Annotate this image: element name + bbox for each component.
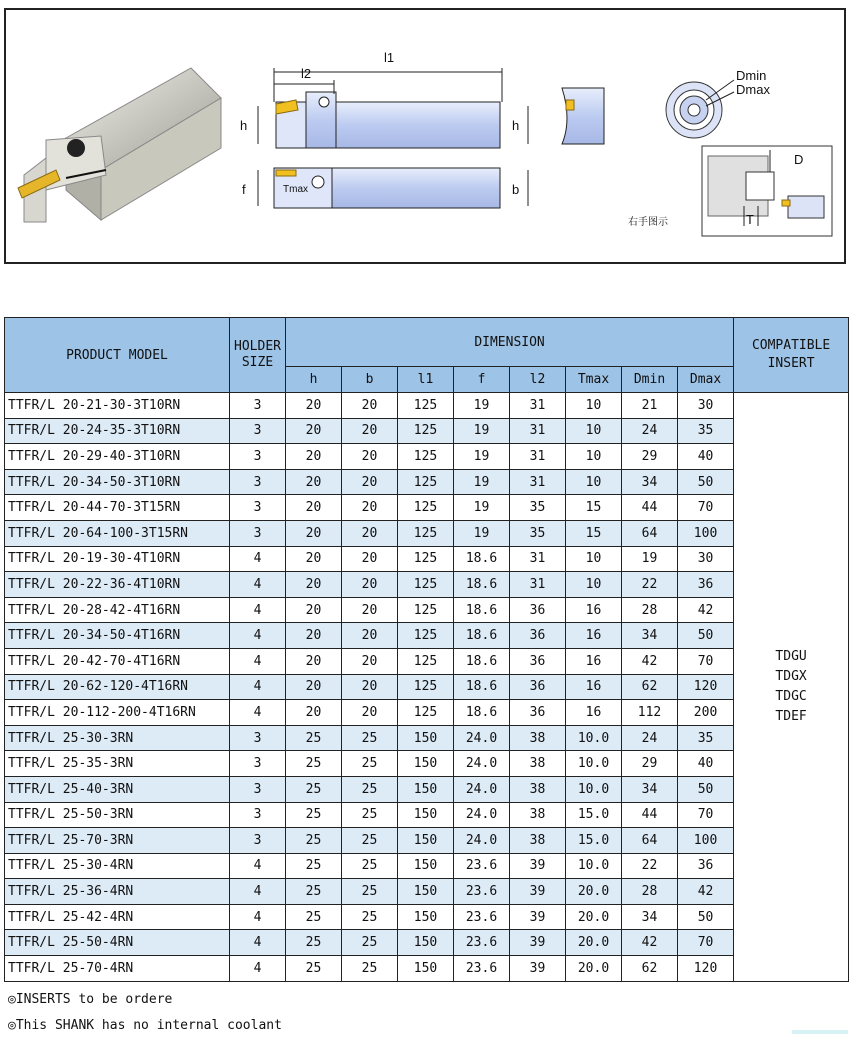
dmin-cell: 34 (622, 469, 678, 495)
l2-cell: 31 (510, 572, 566, 598)
header-h: h (286, 367, 342, 393)
b-cell: 25 (342, 930, 398, 956)
f-cell: 23.6 (454, 879, 510, 905)
dmin-cell: 64 (622, 828, 678, 854)
size-cell: 3 (230, 444, 286, 470)
dmax-cell: 100 (678, 828, 734, 854)
table-row (5, 751, 849, 777)
size-cell: 3 (230, 751, 286, 777)
tmax-cell: 10 (566, 393, 622, 419)
product-model-cell: TTFR/L 25-70-4RN (5, 956, 230, 982)
f-cell: 18.6 (454, 597, 510, 623)
l1-cell: 125 (398, 418, 454, 444)
size-cell: 3 (230, 469, 286, 495)
l2-cell: 38 (510, 751, 566, 777)
table-row (5, 930, 849, 956)
tmax-cell: 20.0 (566, 930, 622, 956)
tmax-cell: 10 (566, 546, 622, 572)
h-cell: 25 (286, 853, 342, 879)
table-row (5, 725, 849, 751)
size-cell: 4 (230, 623, 286, 649)
dmin-cell: 62 (622, 674, 678, 700)
b-cell: 25 (342, 828, 398, 854)
f-cell: 18.6 (454, 572, 510, 598)
size-cell: 4 (230, 597, 286, 623)
right-hand-caption: 右手图示 (628, 217, 668, 228)
table-row (5, 828, 849, 854)
size-cell: 4 (230, 879, 286, 905)
l2-cell: 36 (510, 623, 566, 649)
h-cell: 20 (286, 648, 342, 674)
l2-cell: 38 (510, 725, 566, 751)
table-row (5, 623, 849, 649)
product-model-cell: TTFR/L 25-42-4RN (5, 904, 230, 930)
dmax-cell: 50 (678, 469, 734, 495)
size-cell: 4 (230, 546, 286, 572)
f-cell: 19 (454, 520, 510, 546)
b-cell: 25 (342, 904, 398, 930)
h-cell: 25 (286, 751, 342, 777)
l1-cell: 125 (398, 495, 454, 521)
size-cell: 4 (230, 572, 286, 598)
product-model-cell: TTFR/L 25-40-3RN (5, 776, 230, 802)
header-dmax: Dmax (678, 367, 734, 393)
h-cell: 20 (286, 674, 342, 700)
insert-type: TDGC (775, 688, 807, 704)
l2-cell: 39 (510, 930, 566, 956)
size-cell: 3 (230, 725, 286, 751)
tmax-cell: 10 (566, 418, 622, 444)
dmax-cell: 42 (678, 597, 734, 623)
f-cell: 24.0 (454, 751, 510, 777)
spec-table-body (5, 393, 849, 982)
tmax-cell: 15.0 (566, 802, 622, 828)
b-cell: 20 (342, 572, 398, 598)
f-cell: 24.0 (454, 725, 510, 751)
size-cell: 4 (230, 700, 286, 726)
b-cell: 20 (342, 674, 398, 700)
product-model-cell: TTFR/L 20-112-200-4T16RN (5, 700, 230, 726)
product-model-cell: TTFR/L 20-21-30-3T10RN (5, 393, 230, 419)
l1-cell: 125 (398, 444, 454, 470)
header-dimension: DIMENSION (286, 318, 734, 367)
insert-type: TDGX (775, 668, 807, 684)
dmin-cell: 112 (622, 700, 678, 726)
b-cell: 20 (342, 623, 398, 649)
f-cell: 18.6 (454, 648, 510, 674)
table-row (5, 648, 849, 674)
dmin-cell: 22 (622, 572, 678, 598)
l1-cell: 150 (398, 751, 454, 777)
dmin-cell: 21 (622, 393, 678, 419)
tmax-cell: 10.0 (566, 776, 622, 802)
b-cell: 20 (342, 597, 398, 623)
side-view-drawing (242, 168, 528, 208)
b-cell: 20 (342, 648, 398, 674)
product-model-cell: TTFR/L 20-42-70-4T16RN (5, 648, 230, 674)
tmax-cell: 10.0 (566, 853, 622, 879)
l2-cell: 38 (510, 802, 566, 828)
l2-cell: 35 (510, 520, 566, 546)
f-label: f (242, 182, 246, 197)
f-cell: 23.6 (454, 853, 510, 879)
b-cell: 25 (342, 802, 398, 828)
product-model-cell: TTFR/L 20-34-50-3T10RN (5, 469, 230, 495)
product-model-cell: TTFR/L 20-44-70-3T15RN (5, 495, 230, 521)
header-tmax: Tmax (566, 367, 622, 393)
l2-cell: 35 (510, 495, 566, 521)
dmin-cell: 24 (622, 725, 678, 751)
l1-cell: 125 (398, 469, 454, 495)
table-row (5, 393, 849, 419)
tmax-cell: 20.0 (566, 956, 622, 982)
dmax-cell: 35 (678, 725, 734, 751)
header-f: f (454, 367, 510, 393)
l1-cell: 125 (398, 597, 454, 623)
product-model-cell: TTFR/L 25-50-4RN (5, 930, 230, 956)
l2-cell: 39 (510, 956, 566, 982)
dmin-cell: 44 (622, 495, 678, 521)
dmin-label: Dmin (736, 68, 767, 83)
h-cell: 25 (286, 776, 342, 802)
dmin-cell: 42 (622, 930, 678, 956)
top-view-drawing (240, 50, 528, 148)
header-compatible-insert: COMPATIBLE INSERT (734, 318, 849, 393)
product-model-cell: TTFR/L 20-24-35-3T10RN (5, 418, 230, 444)
note-inserts: ◎INSERTS to be ordere (8, 992, 173, 1007)
product-model-cell: TTFR/L 20-62-120-4T16RN (5, 674, 230, 700)
l1-cell: 125 (398, 546, 454, 572)
header-l2: l2 (510, 367, 566, 393)
dmax-label: Dmax (736, 82, 770, 97)
dmax-cell: 50 (678, 904, 734, 930)
f-cell: 19 (454, 393, 510, 419)
product-model-cell: TTFR/L 25-70-3RN (5, 828, 230, 854)
product-model-cell: TTFR/L 25-36-4RN (5, 879, 230, 905)
l1-cell: 125 (398, 520, 454, 546)
dmax-cell: 70 (678, 930, 734, 956)
f-cell: 19 (454, 495, 510, 521)
size-cell: 4 (230, 956, 286, 982)
l1-cell: 150 (398, 956, 454, 982)
l2-cell: 36 (510, 648, 566, 674)
table-row (5, 469, 849, 495)
dmax-cell: 30 (678, 546, 734, 572)
f-cell: 19 (454, 444, 510, 470)
tmax-cell: 20.0 (566, 904, 622, 930)
dmax-cell: 70 (678, 802, 734, 828)
end-view-drawing (562, 88, 604, 144)
tmax-cell: 10 (566, 469, 622, 495)
b-cell: 25 (342, 776, 398, 802)
dmin-cell: 19 (622, 546, 678, 572)
f-cell: 24.0 (454, 776, 510, 802)
product-model-cell: TTFR/L 25-35-3RN (5, 751, 230, 777)
size-cell: 3 (230, 393, 286, 419)
dmax-cell: 30 (678, 393, 734, 419)
table-row (5, 572, 849, 598)
f-cell: 18.6 (454, 623, 510, 649)
table-row (5, 418, 849, 444)
l2-cell: 38 (510, 776, 566, 802)
tmax-cell: 16 (566, 648, 622, 674)
insert-type: TDGU (775, 648, 807, 664)
dmax-cell: 120 (678, 674, 734, 700)
l1-cell: 125 (398, 674, 454, 700)
h-cell: 25 (286, 802, 342, 828)
h-cell: 20 (286, 495, 342, 521)
tool-drawings (6, 10, 844, 262)
table-row (5, 495, 849, 521)
size-cell: 4 (230, 648, 286, 674)
product-model-cell: TTFR/L 25-30-3RN (5, 725, 230, 751)
h-cell: 25 (286, 904, 342, 930)
h-cell: 25 (286, 930, 342, 956)
table-row (5, 956, 849, 982)
b-label: b (512, 182, 520, 197)
notes (8, 987, 282, 1039)
tmax-label: Tmax (283, 184, 308, 195)
size-cell: 3 (230, 495, 286, 521)
h-cell: 25 (286, 956, 342, 982)
table-row (5, 597, 849, 623)
b-cell: 20 (342, 393, 398, 419)
h-cell: 20 (286, 572, 342, 598)
b-cell: 20 (342, 700, 398, 726)
table-row (5, 546, 849, 572)
product-model-cell: TTFR/L 20-34-50-4T16RN (5, 623, 230, 649)
tmax-cell: 10.0 (566, 751, 622, 777)
h-left-label: h (240, 118, 248, 133)
b-cell: 20 (342, 495, 398, 521)
size-cell: 3 (230, 802, 286, 828)
dmin-cell: 34 (622, 623, 678, 649)
table-row (5, 802, 849, 828)
l1-cell: 125 (398, 700, 454, 726)
tool-diagram-panel (4, 8, 846, 264)
l2-cell: 31 (510, 393, 566, 419)
dmax-cell: 70 (678, 648, 734, 674)
table-row (5, 674, 849, 700)
dmin-cell: 29 (622, 444, 678, 470)
dmin-cell: 28 (622, 879, 678, 905)
l2-cell: 31 (510, 546, 566, 572)
l1-cell: 150 (398, 853, 454, 879)
t-label: T (746, 212, 754, 227)
h-cell: 20 (286, 393, 342, 419)
dmax-cell: 100 (678, 520, 734, 546)
size-cell: 4 (230, 674, 286, 700)
l2-cell: 36 (510, 674, 566, 700)
note-coolant: ◎This SHANK has no internal coolant (8, 1018, 282, 1033)
size-cell: 4 (230, 930, 286, 956)
size-cell: 3 (230, 520, 286, 546)
tmax-cell: 10.0 (566, 725, 622, 751)
f-cell: 24.0 (454, 828, 510, 854)
f-cell: 23.6 (454, 956, 510, 982)
tmax-cell: 10 (566, 444, 622, 470)
dmin-cell: 44 (622, 802, 678, 828)
dmax-cell: 120 (678, 956, 734, 982)
size-cell: 3 (230, 776, 286, 802)
dmin-cell: 28 (622, 597, 678, 623)
l1-label: l1 (384, 50, 395, 65)
f-cell: 18.6 (454, 674, 510, 700)
tmax-cell: 16 (566, 623, 622, 649)
table-row (5, 444, 849, 470)
dmin-cell: 62 (622, 956, 678, 982)
f-cell: 18.6 (454, 700, 510, 726)
h-cell: 25 (286, 725, 342, 751)
dmin-cell: 64 (622, 520, 678, 546)
dmin-cell: 29 (622, 751, 678, 777)
l1-cell: 150 (398, 930, 454, 956)
l1-cell: 125 (398, 648, 454, 674)
h-cell: 20 (286, 444, 342, 470)
product-model-cell: TTFR/L 20-22-36-4T10RN (5, 572, 230, 598)
product-model-cell: TTFR/L 20-64-100-3T15RN (5, 520, 230, 546)
h-cell: 20 (286, 700, 342, 726)
dmin-cell: 42 (622, 648, 678, 674)
dmax-cell: 40 (678, 444, 734, 470)
l2-cell: 39 (510, 879, 566, 905)
b-cell: 25 (342, 725, 398, 751)
l2-cell: 36 (510, 597, 566, 623)
product-model-cell: TTFR/L 20-28-42-4T16RN (5, 597, 230, 623)
h-cell: 20 (286, 546, 342, 572)
l1-cell: 150 (398, 725, 454, 751)
product-model-cell: TTFR/L 25-50-3RN (5, 802, 230, 828)
size-cell: 3 (230, 418, 286, 444)
h-cell: 20 (286, 520, 342, 546)
table-row (5, 853, 849, 879)
l2-cell: 31 (510, 444, 566, 470)
product-model-cell: TTFR/L 20-29-40-3T10RN (5, 444, 230, 470)
tmax-cell: 16 (566, 674, 622, 700)
dmax-cell: 42 (678, 879, 734, 905)
l2-cell: 36 (510, 700, 566, 726)
tmax-cell: 15.0 (566, 828, 622, 854)
highlight-mark (792, 1030, 848, 1034)
l1-cell: 125 (398, 572, 454, 598)
header-b: b (342, 367, 398, 393)
b-cell: 25 (342, 853, 398, 879)
h-cell: 25 (286, 879, 342, 905)
table-row (5, 879, 849, 905)
table-row (5, 776, 849, 802)
b-cell: 20 (342, 520, 398, 546)
tmax-cell: 15 (566, 520, 622, 546)
l1-cell: 150 (398, 776, 454, 802)
table-row (5, 700, 849, 726)
f-cell: 19 (454, 469, 510, 495)
l2-cell: 31 (510, 418, 566, 444)
tmax-cell: 16 (566, 700, 622, 726)
compatible-insert-cell (734, 393, 849, 982)
h-cell: 20 (286, 623, 342, 649)
size-cell: 4 (230, 853, 286, 879)
l2-cell: 39 (510, 904, 566, 930)
dmin-cell: 34 (622, 776, 678, 802)
dmax-cell: 70 (678, 495, 734, 521)
tmax-cell: 16 (566, 597, 622, 623)
dmax-cell: 40 (678, 751, 734, 777)
product-spec-table (4, 317, 849, 982)
h-cell: 20 (286, 418, 342, 444)
header-product-model: PRODUCT MODEL (5, 318, 230, 393)
b-cell: 25 (342, 879, 398, 905)
header-l1: l1 (398, 367, 454, 393)
b-cell: 20 (342, 546, 398, 572)
tmax-cell: 20.0 (566, 879, 622, 905)
l1-cell: 150 (398, 879, 454, 905)
l1-cell: 150 (398, 828, 454, 854)
dmax-cell: 36 (678, 572, 734, 598)
tmax-cell: 15 (566, 495, 622, 521)
l2-cell: 39 (510, 853, 566, 879)
tool-holder-photo (18, 68, 221, 222)
b-cell: 20 (342, 444, 398, 470)
l1-cell: 150 (398, 904, 454, 930)
l1-cell: 150 (398, 802, 454, 828)
f-cell: 24.0 (454, 802, 510, 828)
table-row (5, 520, 849, 546)
dmax-cell: 35 (678, 418, 734, 444)
table-row (5, 904, 849, 930)
size-cell: 3 (230, 828, 286, 854)
product-model-cell: TTFR/L 20-19-30-4T10RN (5, 546, 230, 572)
insert-type: TDEF (775, 708, 807, 724)
f-cell: 19 (454, 418, 510, 444)
tmax-cell: 10 (566, 572, 622, 598)
dmax-cell: 36 (678, 853, 734, 879)
d-label: D (794, 152, 804, 167)
dmin-cell: 24 (622, 418, 678, 444)
header-holder-size: HOLDER SIZE (230, 318, 286, 393)
l2-cell: 38 (510, 828, 566, 854)
f-cell: 18.6 (454, 546, 510, 572)
size-cell: 4 (230, 904, 286, 930)
face-groove-detail (702, 146, 832, 236)
dmin-cell: 34 (622, 904, 678, 930)
h-cell: 20 (286, 597, 342, 623)
product-model-cell: TTFR/L 25-30-4RN (5, 853, 230, 879)
l1-cell: 125 (398, 393, 454, 419)
h-right-label: h (512, 118, 520, 133)
b-cell: 25 (342, 751, 398, 777)
l1-cell: 125 (398, 623, 454, 649)
header-dmin: Dmin (622, 367, 678, 393)
b-cell: 20 (342, 418, 398, 444)
l2-label: l2 (301, 66, 312, 81)
bore-diameter-drawing (666, 68, 770, 138)
dmax-cell: 50 (678, 623, 734, 649)
h-cell: 20 (286, 469, 342, 495)
h-cell: 25 (286, 828, 342, 854)
b-cell: 25 (342, 956, 398, 982)
dmin-cell: 22 (622, 853, 678, 879)
l2-cell: 31 (510, 469, 566, 495)
b-cell: 20 (342, 469, 398, 495)
dmax-cell: 200 (678, 700, 734, 726)
f-cell: 23.6 (454, 904, 510, 930)
f-cell: 23.6 (454, 930, 510, 956)
dmax-cell: 50 (678, 776, 734, 802)
